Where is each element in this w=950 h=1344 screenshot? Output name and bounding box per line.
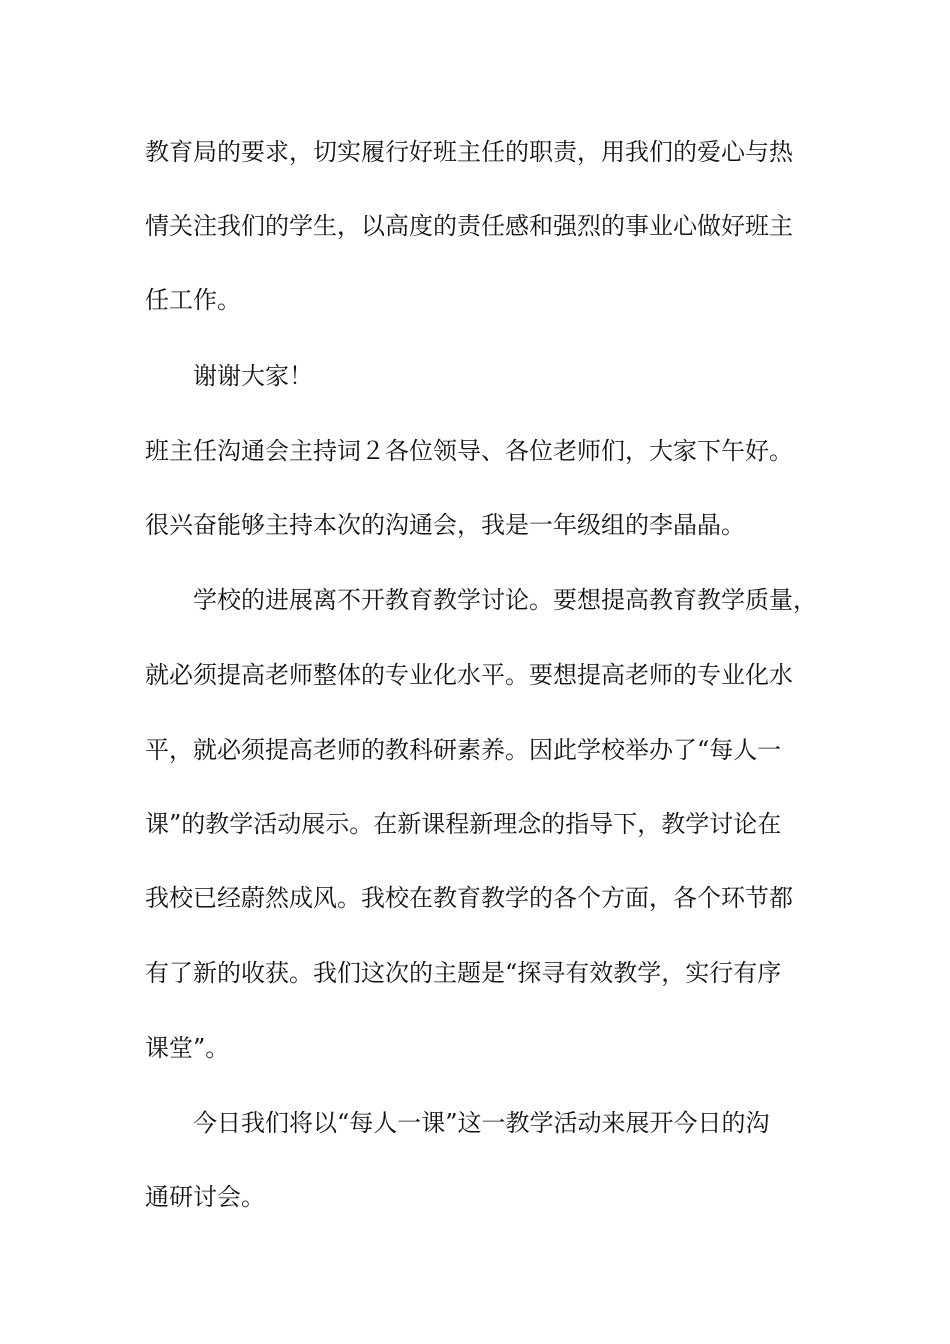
text-line: 课”的教学活动展示。在新课程新理念的指导下，教学讨论在 xyxy=(145,810,782,838)
text-line: 学校的进展离不开教育教学讨论。要想提高教育教学质量， xyxy=(193,586,817,614)
text-line: 平，就必须提高老师的教科研素养。因此学校举办了“每人一 xyxy=(145,736,782,764)
text-line: 很兴奋能够主持本次的沟通会，我是一年级组的李晶晶。 xyxy=(145,511,745,539)
text-line: 通研讨会。 xyxy=(145,1183,265,1211)
text-line: 今日我们将以“每人一课”这一教学活动来展开今日的沟 xyxy=(193,1109,770,1137)
text-line: 班主任沟通会主持词２各位领导、各位老师们，大家下午好。 xyxy=(145,437,793,465)
text-line: 有了新的收获。我们这次的主题是“探寻有效教学，实行有序 xyxy=(145,959,782,987)
text-line: 教育局的要求，切实履行好班主任的职责，用我们的爱心与热 xyxy=(145,138,793,166)
text-line: 谢谢大家！ xyxy=(193,362,313,390)
text-line: 就必须提高老师整体的专业化水平。要想提高老师的专业化水 xyxy=(145,661,793,689)
text-line: 课堂”。 xyxy=(145,1034,230,1062)
text-line: 情关注我们的学生，以高度的责任感和强烈的事业心做好班主 xyxy=(145,212,793,240)
text-line: 任工作。 xyxy=(145,286,241,314)
text-line: 我校已经蔚然成风。我校在教育教学的各个方面，各个环节都 xyxy=(145,884,793,912)
